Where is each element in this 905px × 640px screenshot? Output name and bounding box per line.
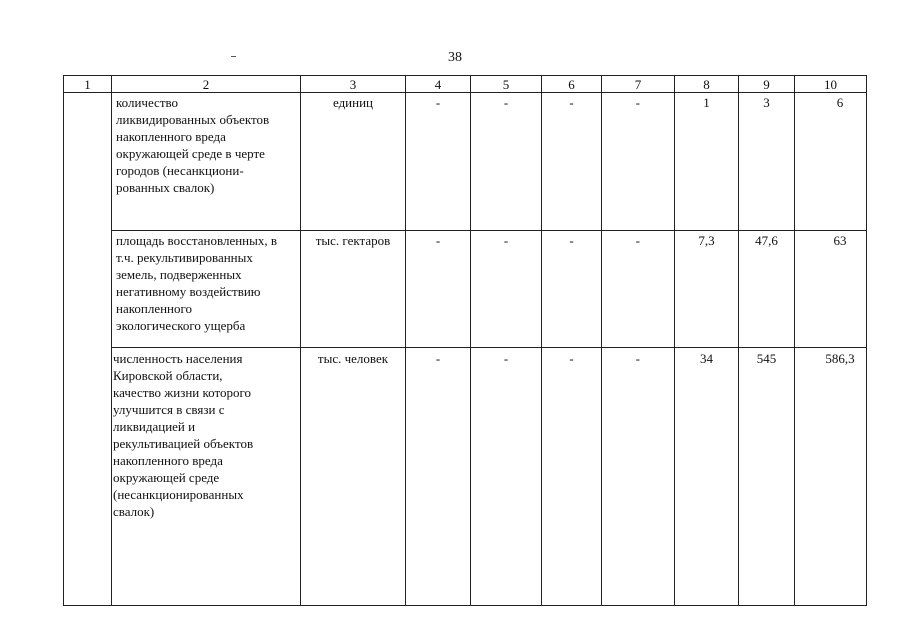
value-cell: 7,3 xyxy=(698,233,715,248)
value-cell: - xyxy=(503,351,509,366)
column-number: 6 xyxy=(568,77,575,92)
column-divider xyxy=(541,75,542,606)
column-number: 3 xyxy=(349,77,357,92)
value-cell: 6 xyxy=(836,95,844,110)
value-cell: 47,6 xyxy=(755,233,778,248)
value-cell: - xyxy=(435,233,441,248)
row-divider xyxy=(111,230,867,231)
column-number: 5 xyxy=(502,77,510,92)
page-number: 38 xyxy=(448,50,462,65)
value-cell: - xyxy=(635,351,640,366)
column-number: 9 xyxy=(763,77,770,92)
unit-cell: единиц xyxy=(332,95,374,110)
column-number: 1 xyxy=(84,77,91,92)
column-divider xyxy=(674,75,675,606)
unit-cell: тыс. человек xyxy=(317,351,389,366)
table-bottom-border xyxy=(63,605,867,606)
column-number: 2 xyxy=(202,77,210,92)
value-cell: - xyxy=(435,351,441,366)
column-divider xyxy=(738,75,739,606)
value-cell: 586,3 xyxy=(825,351,855,366)
value-cell: - xyxy=(635,233,640,248)
indicator-text: численность населения Кировской области, качество жизни которого улучшится в связи с ликвидацией и рекультивацией объектов накопленного вреда окружающей среде (несанкционированных свалок) xyxy=(113,351,254,519)
value-cell: 545 xyxy=(756,351,777,366)
unit-cell: тыс. гектаров xyxy=(315,233,391,248)
column-divider xyxy=(111,75,112,606)
scan-mark xyxy=(231,56,236,57)
column-number: 10 xyxy=(824,77,837,92)
value-cell: 3 xyxy=(763,95,770,110)
column-divider xyxy=(405,75,406,606)
table-top-border xyxy=(63,75,867,76)
value-cell: - xyxy=(503,95,509,110)
indicator-text: количество ликвидированных объектов накопленного вреда окружающей среде в черте городов (несанкциони- рованных свалок) xyxy=(116,95,270,195)
value-cell: 34 xyxy=(700,351,713,366)
column-divider xyxy=(63,75,64,606)
column-number: 4 xyxy=(434,77,442,92)
column-divider xyxy=(794,75,795,606)
header-bottom-border xyxy=(63,92,867,93)
column-divider xyxy=(601,75,602,606)
value-cell: - xyxy=(635,95,640,110)
value-cell: - xyxy=(435,95,441,110)
column-number: 7 xyxy=(634,77,642,92)
value-cell: 63 xyxy=(833,233,847,248)
value-cell: 1 xyxy=(703,95,710,110)
column-number: 8 xyxy=(703,77,710,92)
value-cell: - xyxy=(569,233,574,248)
column-divider xyxy=(866,75,867,606)
row-divider xyxy=(111,347,867,348)
value-cell: - xyxy=(569,95,574,110)
column-divider xyxy=(470,75,471,606)
value-cell: - xyxy=(503,233,509,248)
indicator-text: площадь восстановленных, в т.ч. рекультивированных земель, подверженных негативному воздействию накопленного экологического ущерба xyxy=(116,233,278,333)
value-cell: - xyxy=(569,351,574,366)
column-divider xyxy=(300,75,301,606)
